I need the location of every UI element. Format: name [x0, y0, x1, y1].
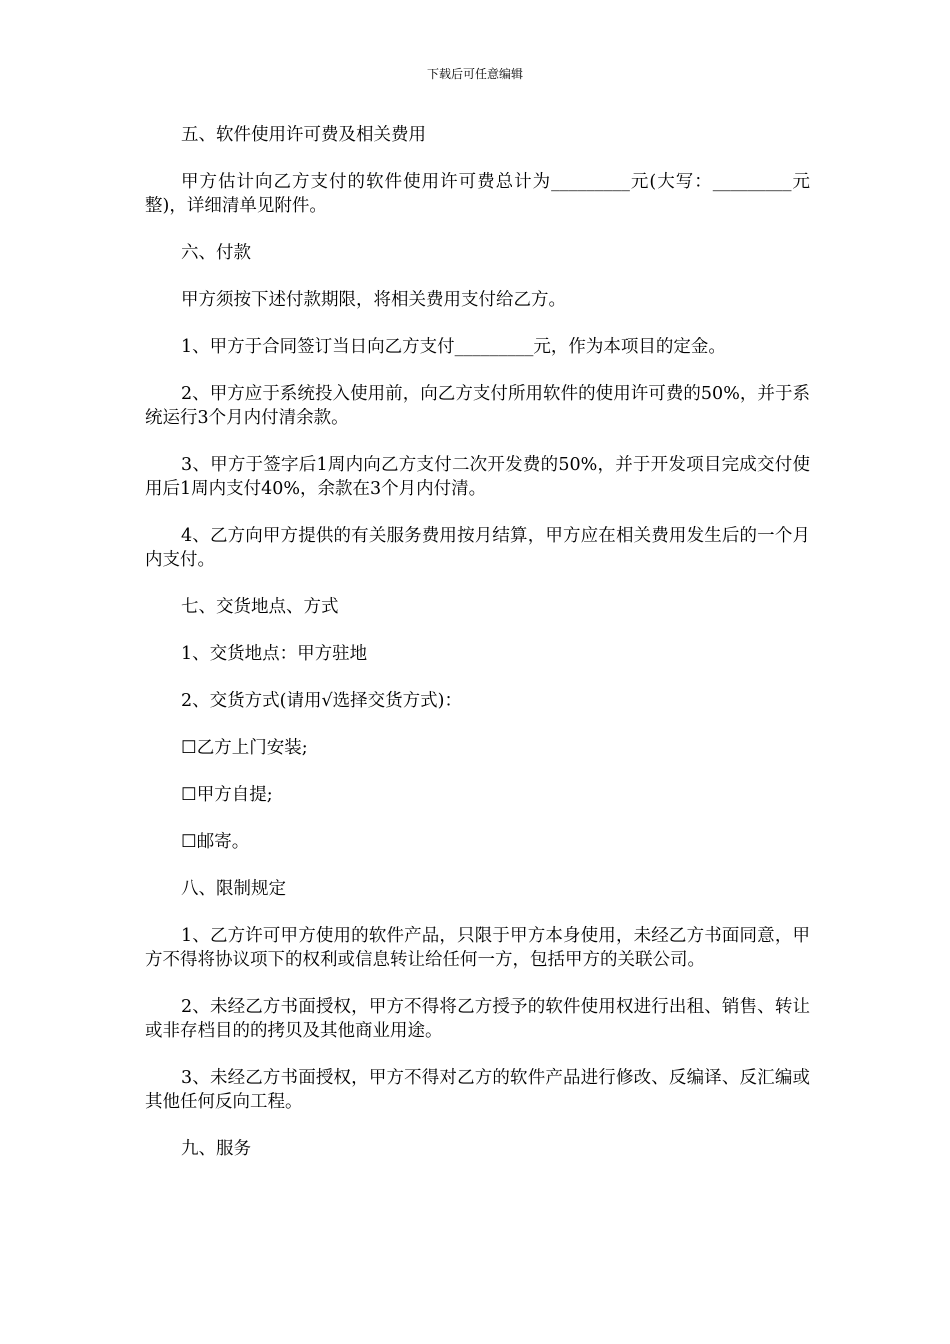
payment-item-2: 2、甲方应于系统投入使用前，向乙方支付所用软件的使用许可费的50%，并于系统运行3个月内付清余款。	[145, 384, 810, 428]
paragraph-payment-intro: 甲方须按下述付款期限，将相关费用支付给乙方。	[181, 290, 566, 310]
payment-item-1: 1、甲方于合同签订当日向乙方支付_________元，作为本项目的定金。	[181, 337, 726, 357]
delivery-option-mail: ☐邮寄。	[181, 832, 250, 852]
restriction-item-3: 3、未经乙方书面授权，甲方不得对乙方的软件产品进行修改、反编译、反汇编或其他任何反向工程。	[145, 1068, 810, 1112]
document-body	[145, 123, 810, 1184]
restriction-item-1: 1、乙方许可甲方使用的软件产品，只限于甲方本身使用，未经乙方书面同意，甲方不得将协议项下的权利或信息转让给任何一方，包括甲方的关联公司。	[145, 926, 810, 970]
delivery-option-pickup: ☐甲方自提;	[181, 785, 273, 805]
page-header: 下载后可任意编辑	[426, 67, 523, 81]
section-heading-restrictions: 八、限制规定	[181, 879, 286, 899]
section-heading-license-fees: 五、软件使用许可费及相关费用	[181, 125, 426, 145]
paragraph-license-fee-total: 甲方估计向乙方支付的软件使用许可费总计为_________元(大写：_________元整)，详细清单见附件。	[145, 172, 810, 216]
section-heading-delivery: 七、交货地点、方式	[181, 597, 339, 617]
section-heading-payment: 六、付款	[181, 243, 251, 263]
delivery-location: 1、交货地点：甲方驻地	[181, 644, 368, 664]
restriction-item-2: 2、未经乙方书面授权，甲方不得将乙方授予的软件使用权进行出租、销售、转让或非存档目的的拷贝及其他商业用途。	[145, 997, 810, 1041]
delivery-method: 2、交货方式(请用√选择交货方式)：	[181, 691, 462, 711]
payment-item-4: 4、乙方向甲方提供的有关服务费用按月结算，甲方应在相关费用发生后的一个月内支付。	[145, 526, 810, 570]
payment-item-3: 3、甲方于签字后1周内向乙方支付二次开发费的50%，并于开发项目完成交付使用后1周内支付40%，余款在3个月内付清。	[145, 455, 810, 499]
delivery-option-install: ☐乙方上门安装;	[181, 738, 308, 758]
section-heading-services: 九、服务	[181, 1139, 251, 1159]
